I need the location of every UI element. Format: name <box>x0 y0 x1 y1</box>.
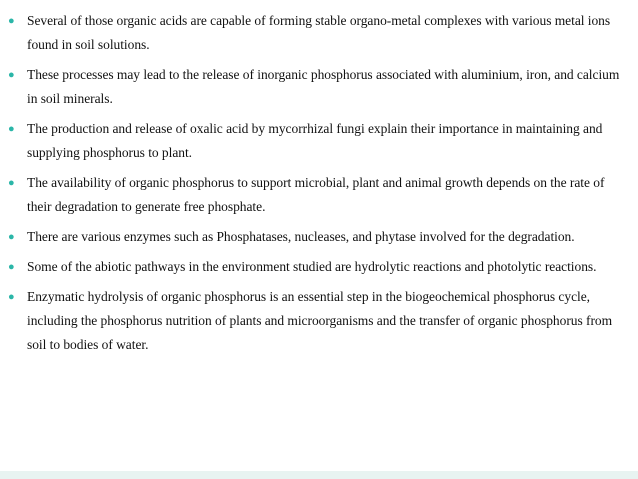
circle-bullet-icon: ● <box>8 123 15 135</box>
bullet-text: There are various enzymes such as Phosphatases, nucleases, and phytase involved for the degradation. <box>27 229 575 244</box>
bullet-text: The availability of organic phosphorus to support microbial, plant and animal growth depends on the rate of their degradation to generate free phosphate. <box>27 175 605 214</box>
bullet-item <box>8 225 630 249</box>
bullet-item <box>8 285 630 357</box>
bullet-item <box>8 117 630 165</box>
circle-bullet-icon: ● <box>8 261 15 273</box>
circle-bullet-icon: ● <box>8 15 15 27</box>
bullet-list <box>8 9 630 363</box>
circle-bullet-icon: ● <box>8 291 15 303</box>
bullet-item <box>8 171 630 219</box>
bullet-text: The production and release of oxalic acid by mycorrhizal fungi explain their importance in maintaining and supplying phosphorus to plant. <box>27 121 603 160</box>
circle-bullet-icon: ● <box>8 69 15 81</box>
circle-bullet-icon: ● <box>8 231 15 243</box>
bullet-text: Some of the abiotic pathways in the environment studied are hydrolytic reactions and photolytic reactions. <box>27 259 597 274</box>
bullet-item <box>8 63 630 111</box>
bullet-text: These processes may lead to the release of inorganic phosphorus associated with aluminium, iron, and calcium in soil minerals. <box>27 67 620 106</box>
bullet-text: Enzymatic hydrolysis of organic phosphorus is an essential step in the biogeochemical phosphorus cycle, including the phosphorus nutrition of plants and microorganisms and the transfer of organic phosphorus from soil to bodies of water. <box>27 289 613 352</box>
bullet-item <box>8 255 630 279</box>
bullet-text: Several of those organic acids are capable of forming stable organo-metal complexes with various metal ions found in soil solutions. <box>27 13 611 52</box>
bullet-item <box>8 9 630 57</box>
circle-bullet-icon: ● <box>8 177 15 189</box>
slide-footer-bar <box>0 471 638 479</box>
